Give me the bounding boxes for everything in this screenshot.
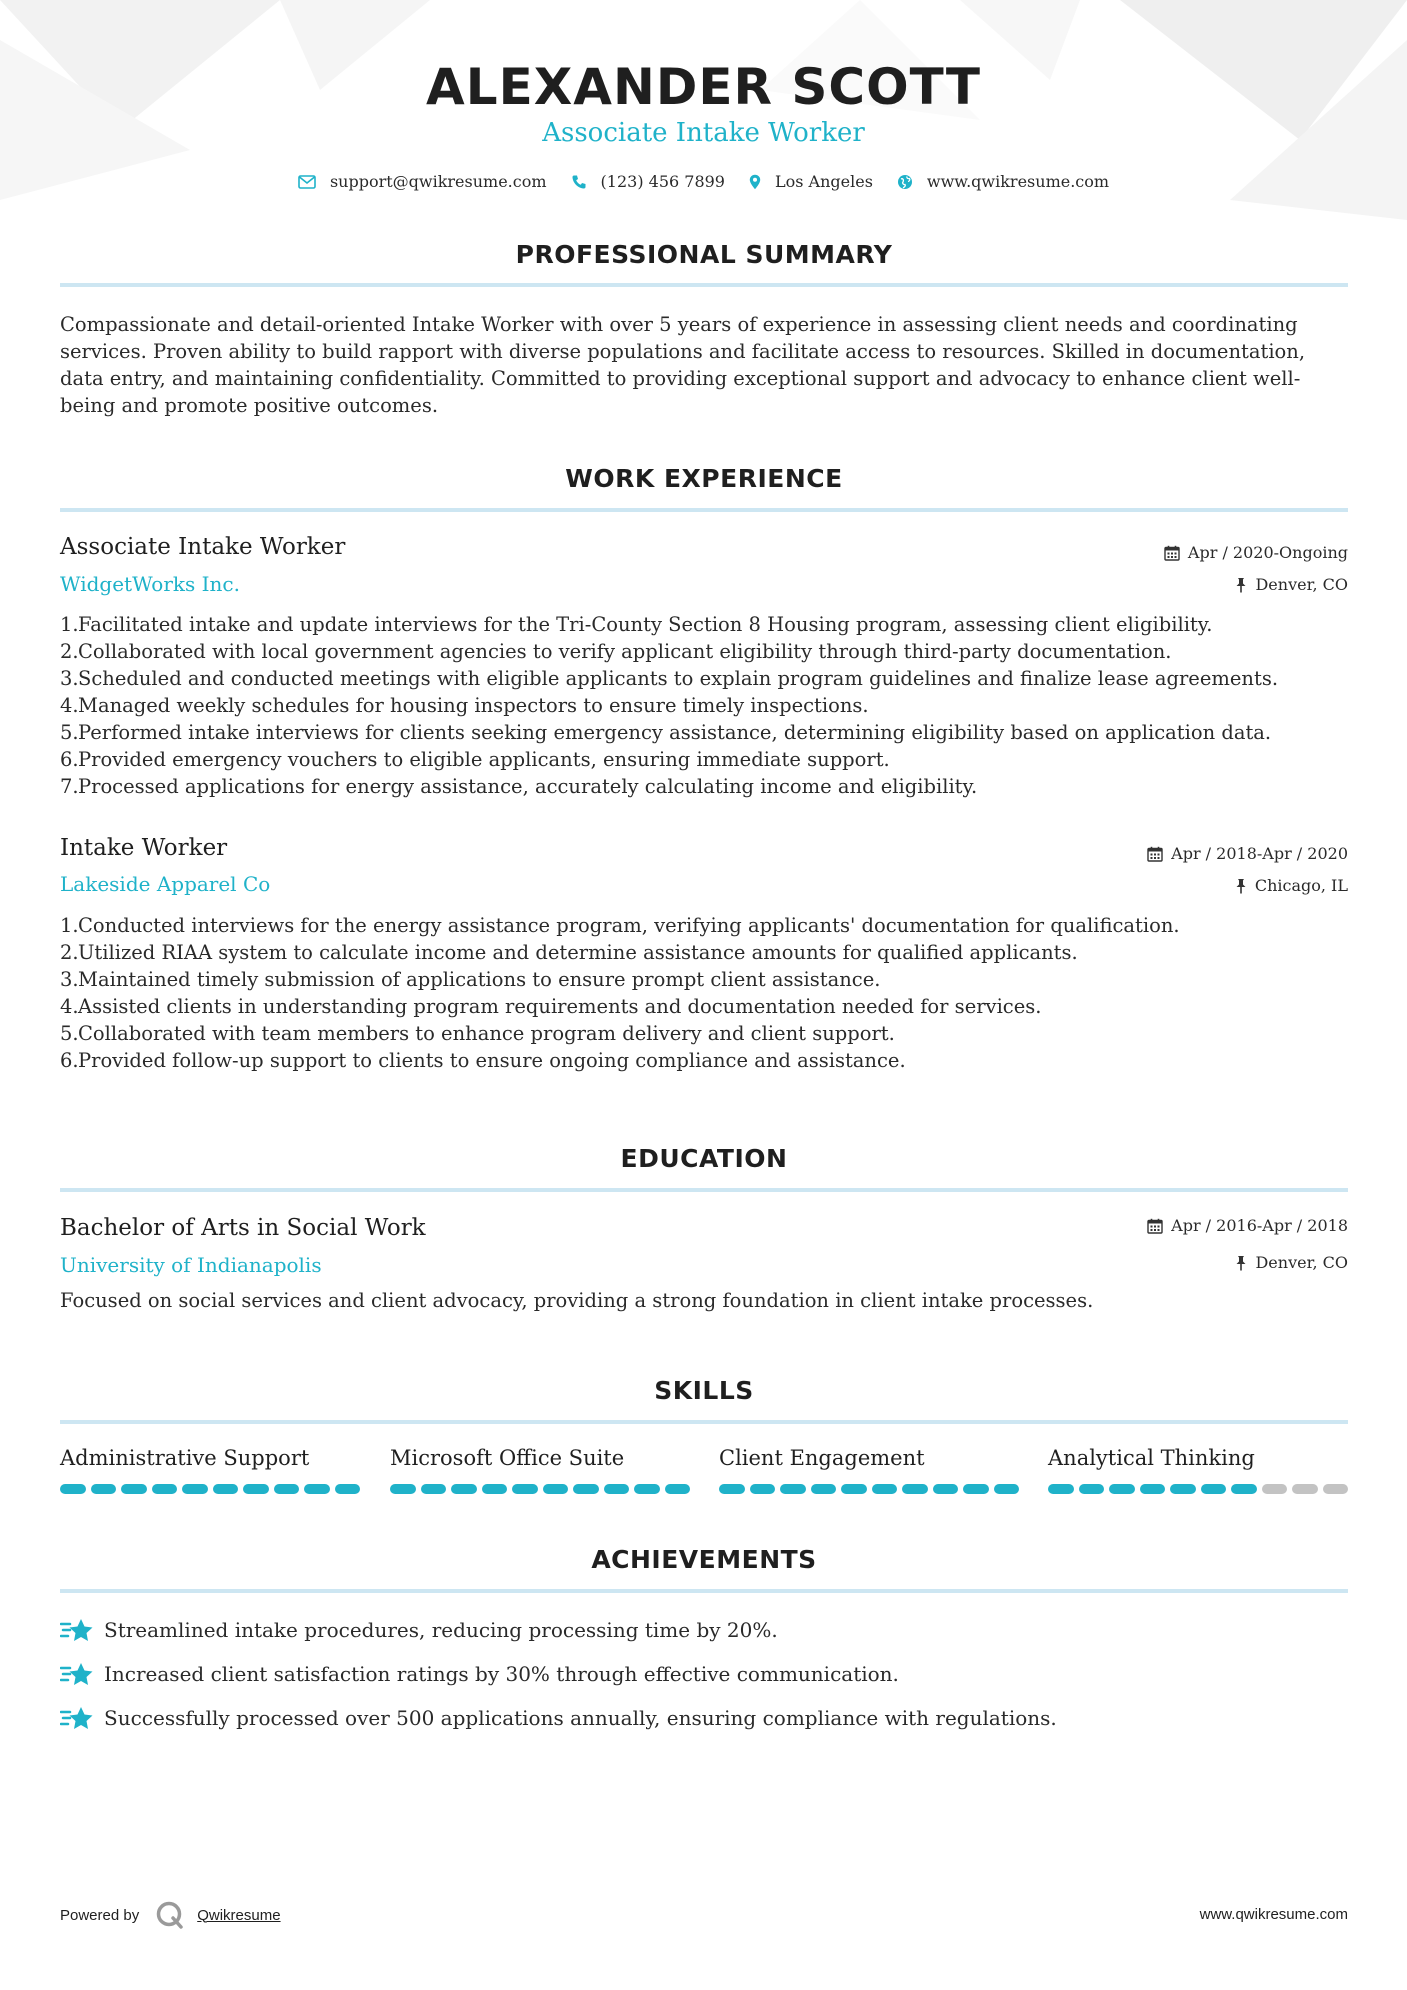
calendar-icon: [1147, 1218, 1163, 1234]
job-bullets: [60, 611, 1350, 800]
list-item: 6. Provided follow-up support to clients to ensure ongoing compliance and assistance.: [60, 1049, 906, 1072]
summary-heading: PROFESSIONAL SUMMARY: [515, 240, 893, 269]
achievements-divider: [60, 1589, 1348, 1593]
education-dates: [1147, 1216, 1348, 1235]
skill-segment-empty: [1262, 1484, 1288, 1494]
skill-segment-filled: [60, 1484, 86, 1494]
skill-name: Administrative Support: [60, 1446, 310, 1470]
education-heading: EDUCATION: [620, 1144, 788, 1173]
skill-segment-filled: [121, 1484, 147, 1494]
skill-segment-filled: [1109, 1484, 1135, 1494]
contact-email[interactable]: [298, 172, 547, 191]
contact-phone[interactable]: [571, 172, 725, 191]
list-item: 2. Collaborated with local government agencies to verify applicant eligibility through third-party documentation.: [60, 640, 1172, 663]
job-location: [1235, 575, 1348, 594]
list-item: 1. Conducted interviews for the energy assistance program, verifying applicants' documentation for qualification.: [60, 914, 1180, 937]
education-divider: [60, 1188, 1348, 1192]
skill-segment-filled: [91, 1484, 117, 1494]
location-text: Los Angeles: [774, 172, 873, 191]
skill-segment-filled: [994, 1484, 1020, 1494]
job-location-text: Chicago, IL: [1254, 876, 1348, 895]
job-title: Associate Intake Worker: [60, 534, 346, 560]
skill-segment-filled: [1170, 1484, 1196, 1494]
list-item: 4. Assisted clients in understanding program requirements and documentation needed for services.: [60, 995, 1042, 1018]
skill-segment-filled: [421, 1484, 447, 1494]
job-location: [1235, 876, 1348, 895]
skill-segment-filled: [604, 1484, 630, 1494]
skill-segment-filled: [152, 1484, 178, 1494]
skill-segment-filled: [902, 1484, 928, 1494]
skills-heading: SKILLS: [654, 1376, 754, 1405]
email-text: support@qwikresume.com: [329, 172, 547, 191]
education-location-text: Denver, CO: [1255, 1253, 1348, 1272]
skill-segment-filled: [243, 1484, 269, 1494]
skill-item: [60, 1446, 360, 1476]
list-item: 5. Performed intake interviews for clients seeking emergency assistance, determining eligibility based on application data.: [60, 721, 1272, 744]
skill-level-bar: [1048, 1484, 1348, 1494]
list-item: 5. Collaborated with team members to enhance program delivery and client support.: [60, 1022, 895, 1045]
skill-segment-filled: [274, 1484, 300, 1494]
list-item: 6. Provided emergency vouchers to eligible applicants, ensuring immediate support.: [60, 748, 890, 771]
education-dates-text: Apr / 2016-Apr / 2018: [1171, 1216, 1348, 1235]
company-name: Lakeside Apparel Co: [60, 872, 271, 896]
skill-segment-filled: [841, 1484, 867, 1494]
skill-segment-filled: [780, 1484, 806, 1494]
skill-item: [1048, 1446, 1348, 1476]
skill-segment-filled: [963, 1484, 989, 1494]
job-location-text: Denver, CO: [1255, 575, 1348, 594]
skill-item: [719, 1446, 1019, 1476]
skill-segment-filled: [719, 1484, 745, 1494]
skill-segment-filled: [390, 1484, 416, 1494]
skill-name: Analytical Thinking: [1048, 1446, 1255, 1470]
list-item: 3. Scheduled and conducted meetings with eligible applicants to explain program guidelines and finalize lease agreements.: [60, 667, 1279, 690]
skill-segment-filled: [933, 1484, 959, 1494]
achievement-text: Successfully processed over 500 applications annually, ensuring compliance with regulations.: [104, 1706, 1057, 1730]
summary-divider: [60, 283, 1348, 287]
achievement-item: [60, 1704, 1057, 1732]
phone-icon: [571, 174, 587, 190]
pushpin-icon: [1235, 878, 1247, 894]
skill-segment-filled: [451, 1484, 477, 1494]
skill-segment-filled: [512, 1484, 538, 1494]
skill-segment-filled: [811, 1484, 837, 1494]
pushpin-icon: [1235, 577, 1247, 593]
skill-segment-filled: [482, 1484, 508, 1494]
globe-icon: [897, 174, 913, 190]
skill-level-bar: [60, 1484, 360, 1494]
experience-divider: [60, 508, 1348, 512]
skill-segment-filled: [543, 1484, 569, 1494]
skill-segment-filled: [1048, 1484, 1074, 1494]
skill-segment-filled: [665, 1484, 691, 1494]
qwikresume-logo-icon: [155, 1900, 185, 1930]
footer-powered-by: [60, 1900, 281, 1930]
list-item: 2. Utilized RIAA system to calculate income and determine assistance amounts for qualified applicants.: [60, 941, 1078, 964]
education-location: [1235, 1253, 1348, 1272]
contact-website[interactable]: [897, 172, 1109, 191]
map-pin-icon: [749, 174, 761, 190]
skill-segment-filled: [1079, 1484, 1105, 1494]
brand-link[interactable]: Qwikresume: [197, 1906, 281, 1924]
skill-item: [390, 1446, 690, 1476]
list-item: 4. Managed weekly schedules for housing inspectors to ensure timely inspections.: [60, 694, 869, 717]
skill-segment-filled: [872, 1484, 898, 1494]
job-dates: [1164, 543, 1348, 562]
skill-segment-empty: [1323, 1484, 1349, 1494]
summary-text: Compassionate and detail-oriented Intake Worker with over 5 years of experience in assessing client needs and coordinating services. Proven ability to build rapport with diverse populations and facilitate access to resources. Skilled in documentation, data entry, and maintaining confidentiality. Committed to providing exceptional support and advocacy to enhance client well-being and promote positive outcomes.: [60, 313, 1306, 417]
job-dates-text: Apr / 2018-Apr / 2020: [1171, 844, 1348, 863]
skill-segment-filled: [335, 1484, 361, 1494]
pushpin-icon: [1235, 1255, 1247, 1271]
skill-segment-filled: [1201, 1484, 1227, 1494]
skill-segment-filled: [1231, 1484, 1257, 1494]
calendar-icon: [1164, 545, 1180, 561]
school-name: University of Indianapolis: [60, 1253, 322, 1277]
footer-website-link[interactable]: www.qwikresume.com: [1199, 1906, 1348, 1923]
job-title: Intake Worker: [60, 835, 228, 861]
skill-level-bar: [390, 1484, 690, 1494]
skill-segment-filled: [573, 1484, 599, 1494]
skill-segment-filled: [213, 1484, 239, 1494]
candidate-name: ALEXANDER SCOTT: [426, 58, 981, 116]
candidate-title: Associate Intake Worker: [542, 118, 865, 148]
company-name: WidgetWorks Inc.: [60, 572, 240, 596]
star-icon: [60, 1704, 94, 1732]
job-dates: [1147, 844, 1348, 863]
list-item: 1. Facilitated intake and update interviews for the Tri-County Section 8 Housing program, assessing client eligibility.: [60, 613, 1213, 636]
achievement-item: [60, 1660, 899, 1688]
skill-segment-filled: [182, 1484, 208, 1494]
contact-location: [749, 172, 873, 191]
job-dates-text: Apr / 2020-Ongoing: [1187, 543, 1348, 562]
achievement-text: Streamlined intake procedures, reducing processing time by 20%.: [104, 1618, 778, 1642]
degree-title: Bachelor of Arts in Social Work: [60, 1215, 426, 1241]
phone-text: (123) 456 7899: [600, 172, 725, 191]
skill-name: Microsoft Office Suite: [390, 1446, 625, 1470]
powered-by-label: Powered by: [60, 1906, 140, 1924]
calendar-icon: [1147, 846, 1163, 862]
skill-segment-filled: [304, 1484, 330, 1494]
list-item: 7. Processed applications for energy assistance, accurately calculating income and eligibility.: [60, 775, 978, 798]
job-bullets: [60, 912, 1350, 1074]
envelope-icon: [298, 175, 316, 189]
education-description: Focused on social services and client advocacy, providing a strong foundation in client intake processes.: [60, 1289, 1094, 1312]
skill-level-bar: [719, 1484, 1019, 1494]
skills-divider: [60, 1420, 1348, 1424]
achievements-heading: ACHIEVEMENTS: [591, 1545, 817, 1574]
contact-bar: [0, 172, 1407, 191]
list-item: 3. Maintained timely submission of applications to ensure prompt client assistance.: [60, 968, 881, 991]
achievement-item: [60, 1616, 778, 1644]
website-text: www.qwikresume.com: [926, 172, 1110, 191]
skill-name: Client Engagement: [719, 1446, 925, 1470]
star-icon: [60, 1616, 94, 1644]
skill-segment-empty: [1292, 1484, 1318, 1494]
skill-segment-filled: [750, 1484, 776, 1494]
star-icon: [60, 1660, 94, 1688]
achievement-text: Increased client satisfaction ratings by 30% through effective communication.: [104, 1662, 899, 1686]
experience-heading: WORK EXPERIENCE: [565, 464, 843, 493]
skill-segment-filled: [1140, 1484, 1166, 1494]
skill-segment-filled: [634, 1484, 660, 1494]
